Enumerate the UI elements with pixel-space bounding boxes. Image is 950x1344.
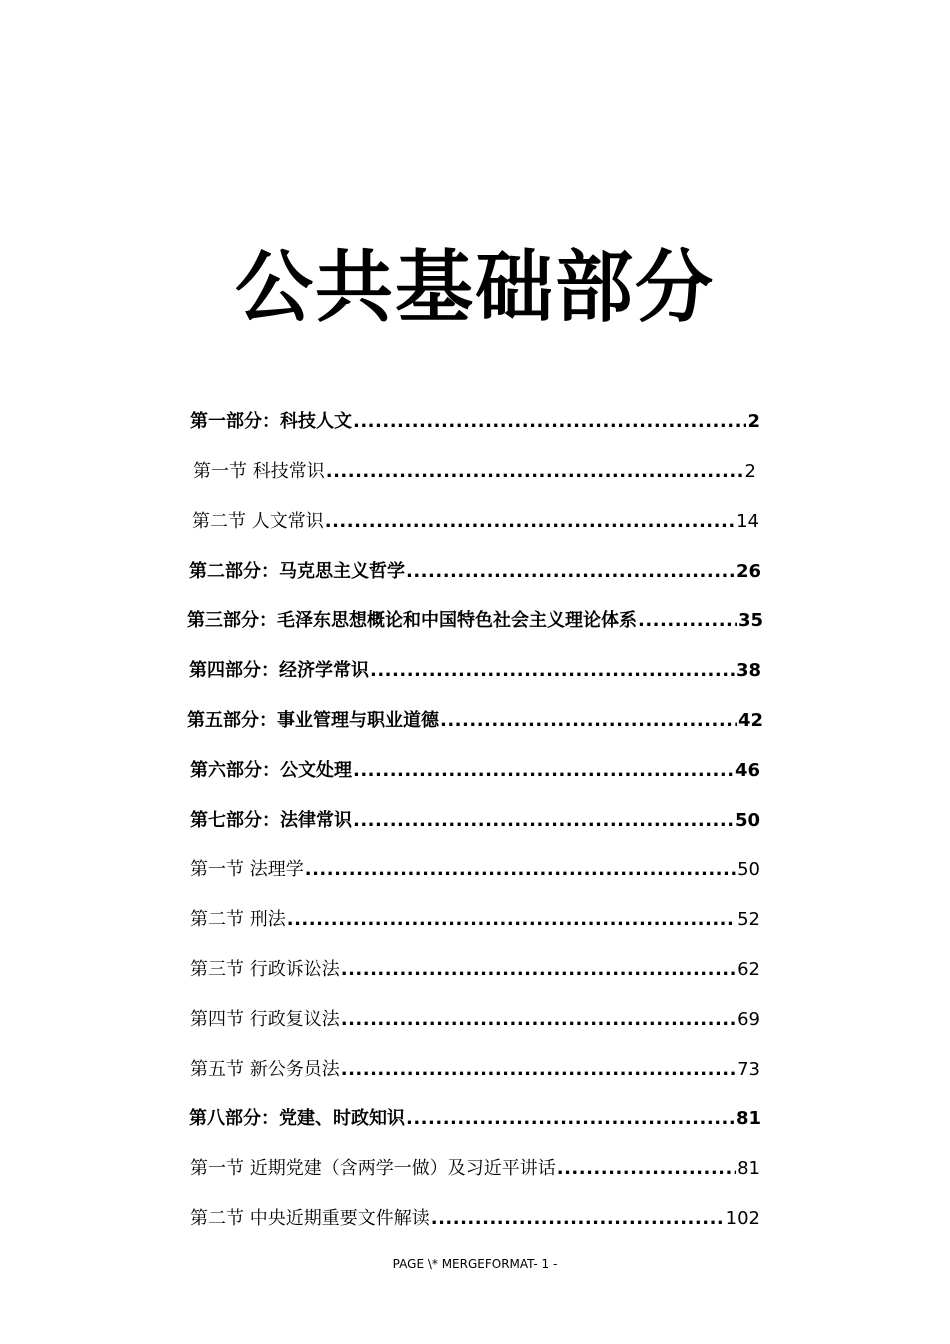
toc-entry-label: 第五节 新公务员法 bbox=[190, 1059, 340, 1080]
toc-entry-part-3[interactable] bbox=[187, 605, 763, 633]
toc-dot-leader bbox=[341, 958, 736, 982]
toc-page-number: 81 bbox=[737, 1158, 760, 1179]
toc-entry-section[interactable] bbox=[193, 456, 756, 484]
toc-entry-section[interactable] bbox=[190, 904, 760, 932]
toc-entry-label: 第一节 近期党建（含两学一做）及习近平讲话 bbox=[190, 1158, 556, 1179]
toc-dot-leader bbox=[353, 410, 746, 434]
toc-dot-leader bbox=[341, 1058, 736, 1082]
toc-entry-label: 第一节 科技常识 bbox=[193, 461, 325, 482]
toc-page-number: 50 bbox=[737, 859, 760, 880]
toc-dot-leader bbox=[370, 659, 735, 683]
toc-dot-leader bbox=[353, 809, 734, 833]
toc-page-number: 26 bbox=[735, 561, 761, 582]
toc-entry-section[interactable] bbox=[190, 854, 760, 882]
toc-page-number: 81 bbox=[735, 1108, 761, 1129]
toc-entry-part-7[interactable] bbox=[190, 805, 760, 833]
page-footer: PAGE \* MERGEFORMAT- 1 - bbox=[392, 1257, 558, 1271]
toc-dot-leader bbox=[305, 858, 736, 882]
toc-entry-part-1[interactable] bbox=[190, 406, 760, 434]
toc-dot-leader bbox=[638, 609, 737, 633]
toc-entry-label: 第七部分：法律常识 bbox=[190, 810, 352, 831]
toc-page-number: 2 bbox=[747, 411, 760, 432]
toc-page-number: 35 bbox=[737, 610, 763, 631]
toc-entry-part-2[interactable] bbox=[189, 556, 761, 584]
toc-entry-label: 第四节 行政复议法 bbox=[190, 1009, 340, 1030]
toc-entry-label: 第五部分：事业管理与职业道德 bbox=[187, 710, 439, 731]
toc-dot-leader bbox=[341, 1008, 736, 1032]
toc-page-number: 2 bbox=[744, 461, 756, 482]
toc-entry-section[interactable] bbox=[190, 1004, 760, 1032]
toc-entry-part-4[interactable] bbox=[189, 655, 761, 683]
toc-page-number: 102 bbox=[725, 1208, 760, 1229]
toc-entry-section[interactable] bbox=[190, 1153, 760, 1181]
toc-dot-leader bbox=[406, 1107, 735, 1131]
toc-entry-label: 第六部分：公文处理 bbox=[190, 760, 352, 781]
toc-dot-leader bbox=[557, 1157, 736, 1181]
toc-entry-part-8[interactable] bbox=[189, 1103, 761, 1131]
toc-entry-label: 第四部分：经济学常识 bbox=[189, 660, 369, 681]
toc-entry-label: 第一部分：科技人文 bbox=[190, 411, 352, 432]
toc-entry-label: 第二节 刑法 bbox=[190, 909, 286, 930]
toc-entry-section[interactable] bbox=[190, 1054, 760, 1082]
toc-entry-label: 第二部分：马克思主义哲学 bbox=[189, 561, 405, 582]
toc-entry-label: 第三节 行政诉讼法 bbox=[190, 959, 340, 980]
toc-dot-leader bbox=[287, 908, 736, 932]
document-title: 公共基础部分 bbox=[234, 243, 715, 333]
toc-entry-part-5[interactable] bbox=[187, 705, 763, 733]
toc-dot-leader bbox=[353, 759, 734, 783]
toc-page-number: 69 bbox=[737, 1009, 760, 1030]
toc-entry-label: 第一节 法理学 bbox=[190, 859, 304, 880]
toc-dot-leader bbox=[406, 560, 735, 584]
toc-entry-label: 第三部分：毛泽东思想概论和中国特色社会主义理论体系 bbox=[187, 610, 637, 631]
toc-page-number: 38 bbox=[735, 660, 761, 681]
toc-entry-label: 第二节 中央近期重要文件解读 bbox=[190, 1208, 430, 1229]
toc-entry-section[interactable] bbox=[190, 954, 760, 982]
toc-entry-part-6[interactable] bbox=[190, 755, 760, 783]
toc-dot-leader bbox=[326, 460, 744, 484]
toc-page-number: 14 bbox=[736, 511, 759, 532]
toc-entry-label: 第八部分：党建、时政知识 bbox=[189, 1108, 405, 1129]
toc-entry-section[interactable] bbox=[190, 1203, 760, 1231]
toc-page-number: 50 bbox=[734, 810, 760, 831]
toc-page-number: 73 bbox=[737, 1059, 760, 1080]
toc-page-number: 42 bbox=[737, 710, 763, 731]
toc-dot-leader bbox=[325, 510, 735, 534]
toc-entry-label: 第二节 人文常识 bbox=[192, 511, 324, 532]
toc-page-number: 46 bbox=[734, 760, 760, 781]
toc-page-number: 52 bbox=[737, 909, 760, 930]
toc-dot-leader bbox=[431, 1207, 725, 1231]
toc-entry-section[interactable] bbox=[192, 506, 759, 534]
toc-dot-leader bbox=[440, 709, 737, 733]
toc-page-number: 62 bbox=[737, 959, 760, 980]
